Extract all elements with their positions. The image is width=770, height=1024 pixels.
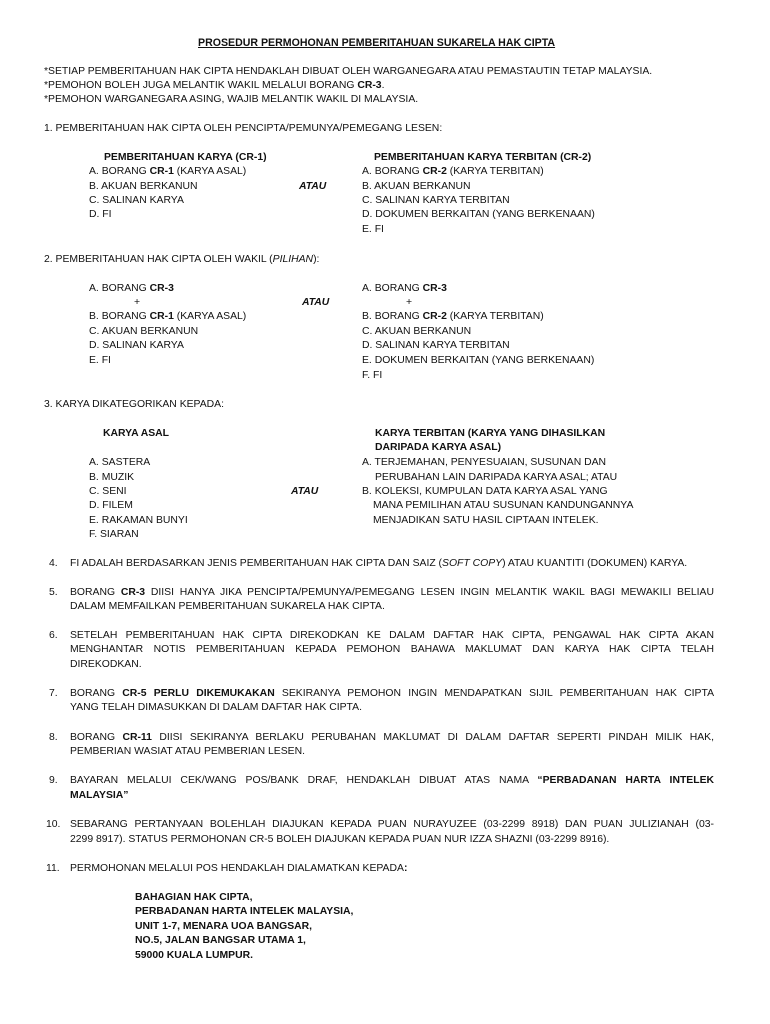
item-text: DIREKODKAN.: [70, 659, 142, 670]
list-item: C. SENI: [89, 486, 127, 497]
list-item: D. FI: [89, 209, 112, 220]
item-number: 9.: [49, 775, 58, 786]
list-item: PERUBAHAN LAIN DARIPADA KARYA ASAL; ATAU: [375, 472, 618, 483]
list-item: A. TERJEMAHAN, PENYESUAIAN, SUSUNAN DAN: [362, 457, 607, 468]
section-heading: 3. KARYA DIKATEGORIKAN KEPADA:: [44, 399, 224, 410]
list-item: C. SALINAN KARYA TERBITAN: [362, 195, 510, 206]
address-line: BAHAGIAN HAK CIPTA,: [135, 892, 253, 903]
section-heading: 1. PEMBERITAHUAN HAK CIPTA OLEH PENCIPTA/PEMUNYA/PEMEGANG LESEN:: [44, 123, 443, 134]
item-number: 10.: [46, 819, 61, 830]
list-item: E. DOKUMEN BERKAITAN (YANG BERKENAAN): [362, 355, 595, 366]
address-line: NO.5, JALAN BANGSAR UTAMA 1,: [135, 935, 306, 946]
list-item: C. AKUAN BERKANUN: [362, 326, 472, 337]
item-number: 6.: [49, 630, 58, 641]
plus-sign: +: [134, 297, 141, 308]
item-text: MENGHANTAR NOTIS PEMBERITAHUAN KEPADA PEMOHON BAHAWA MAKLUMAT DAN KARYA HAK CIPTA TELAH: [70, 644, 714, 655]
item-text: MALAYSIA”: [70, 790, 129, 801]
list-item: A. SASTERA: [89, 457, 151, 468]
item-text: BORANG CR-3 DIISI HANYA JIKA PENCIPTA/PEMUNYA/PEMEGANG LESEN INGIN MELANTIK WAKIL BAGI MEWAKILI BELIAU: [70, 587, 714, 598]
list-item: A. BORANG CR-2 (KARYA TERBITAN): [362, 166, 544, 177]
item-text: FI ADALAH BERDASARKAN JENIS PEMBERITAHUAN HAK CIPTA DAN SAIZ (SOFT COPY) ATAU KUANTITI (DOKUMEN) KARYA.: [70, 558, 688, 569]
item-number: 5.: [49, 587, 58, 598]
or-label: ATAU: [299, 181, 327, 192]
list-item: F. FI: [362, 370, 383, 381]
list-item: A. BORANG CR-3: [89, 283, 174, 294]
page-title: PROSEDUR PERMOHONAN PEMBERITAHUAN SUKARELA HAK CIPTA: [198, 37, 556, 49]
item-number: 8.: [49, 732, 58, 743]
column-title: DARIPADA KARYA ASAL): [375, 442, 502, 453]
note-line: *PEMOHON BOLEH JUGA MELANTIK WAKIL MELALUI BORANG CR-3.: [44, 80, 385, 91]
list-item: A. BORANG CR-1 (KARYA ASAL): [89, 166, 247, 177]
list-item: B. BORANG CR-2 (KARYA TERBITAN): [362, 311, 544, 322]
list-item: D. DOKUMEN BERKAITAN (YANG BERKENAAN): [362, 209, 595, 220]
item-number: 7.: [49, 688, 58, 699]
list-item: B. AKUAN BERKANUN: [362, 181, 471, 192]
list-item: E. FI: [89, 355, 111, 366]
note-line: *SETIAP PEMBERITAHUAN HAK CIPTA HENDAKLAH DIBUAT OLEH WARGANEGARA ATAU PEMASTAUTIN TETAP MALAYSIA.: [44, 66, 653, 77]
list-item: B. BORANG CR-1 (KARYA ASAL): [89, 311, 247, 322]
item-text: 2299 8917). STATUS PERMOHONAN CR-5 BOLEH DIAJUKAN KEPADA PUAN NUR IZZA SHAZNI (03-2299 8916).: [70, 834, 610, 845]
or-label: ATAU: [291, 486, 319, 497]
column-title: PEMBERITAHUAN KARYA TERBITAN (CR-2): [374, 152, 592, 163]
list-item: B. AKUAN BERKANUN: [89, 181, 198, 192]
item-number: 11.: [46, 863, 60, 874]
list-item: D. SALINAN KARYA: [89, 340, 184, 351]
list-item: D. SALINAN KARYA TERBITAN: [362, 340, 510, 351]
note-line: *PEMOHON WARGANEGARA ASING, WAJIB MELANTIK WAKIL DI MALAYSIA.: [44, 94, 419, 105]
plus-sign: +: [406, 297, 413, 308]
list-item: D. FILEM: [89, 500, 133, 511]
item-number: 4.: [49, 558, 58, 569]
column-title: PEMBERITAHUAN KARYA (CR-1): [104, 152, 267, 163]
list-item: B. MUZIK: [89, 472, 135, 483]
item-text: SEBARANG PERTANYAAN BOLEHLAH DIAJUKAN KEPADA PUAN NURAYUZEE (03-2299 8918) DAN PUAN JULIZIANAH (03-: [70, 819, 714, 830]
address-line: 59000 KUALA LUMPUR.: [135, 950, 253, 961]
list-item: MANA PEMILIHAN ATAU SUSUNAN KANDUNGANNYA: [373, 500, 634, 511]
or-label: ATAU: [302, 297, 330, 308]
item-text: YANG TELAH DIMASUKKAN DI DALAM DAFTAR HAK CIPTA.: [70, 702, 362, 713]
item-text: PEMBERIAN WASIAT ATAU PEMBERIAN LESEN.: [70, 746, 305, 757]
item-text: PERMOHONAN MELALUI POS HENDAKLAH DIALAMATKAN KEPADA:: [70, 863, 408, 874]
item-text: BORANG CR-11 DIISI SEKIRANYA BERLAKU PERUBAHAN MAKLUMAT DI DALAM DAFTAR SEPERTI PINDAH MILIK HAK,: [70, 732, 714, 743]
column-title: KARYA ASAL: [103, 428, 170, 439]
item-text: BAYARAN MELALUI CEK/WANG POS/BANK DRAF, HENDAKLAH DIBUAT ATAS NAMA “PERBADANAN HARTA INTELEK: [70, 775, 715, 786]
address-line: UNIT 1-7, MENARA UOA BANGSAR,: [135, 921, 313, 932]
list-item: C. SALINAN KARYA: [89, 195, 184, 206]
list-item: B. KOLEKSI, KUMPULAN DATA KARYA ASAL YANG: [362, 486, 608, 497]
column-title: KARYA TERBITAN (KARYA YANG DIHASILKAN: [375, 428, 606, 439]
section-heading: 2. PEMBERITAHUAN HAK CIPTA OLEH WAKIL (PILIHAN):: [44, 254, 320, 265]
item-text: SETELAH PEMBERITAHUAN HAK CIPTA DIREKODKAN KE DALAM DAFTAR HAK CIPTA, PENGAWAL HAK CIPTA AKAN: [70, 630, 714, 641]
list-item: F. SIARAN: [89, 529, 139, 540]
list-item: MENJADIKAN SATU HASIL CIPTAAN INTELEK.: [373, 515, 599, 526]
item-text: BORANG CR-5 PERLU DIKEMUKAKAN SEKIRANYA PEMOHON INGIN MENDAPATKAN SIJIL PEMBERITAHUAN HAK CIPTA: [70, 688, 714, 699]
list-item: E. RAKAMAN BUNYI: [89, 515, 188, 526]
list-item: E. FI: [362, 224, 384, 235]
list-item: A. BORANG CR-3: [362, 283, 447, 294]
list-item: C. AKUAN BERKANUN: [89, 326, 199, 337]
address-line: PERBADANAN HARTA INTELEK MALAYSIA,: [135, 906, 354, 917]
item-text: DALAM MEMFAILKAN PEMBERITAHUAN SUKARELA HAK CIPTA.: [70, 601, 385, 612]
